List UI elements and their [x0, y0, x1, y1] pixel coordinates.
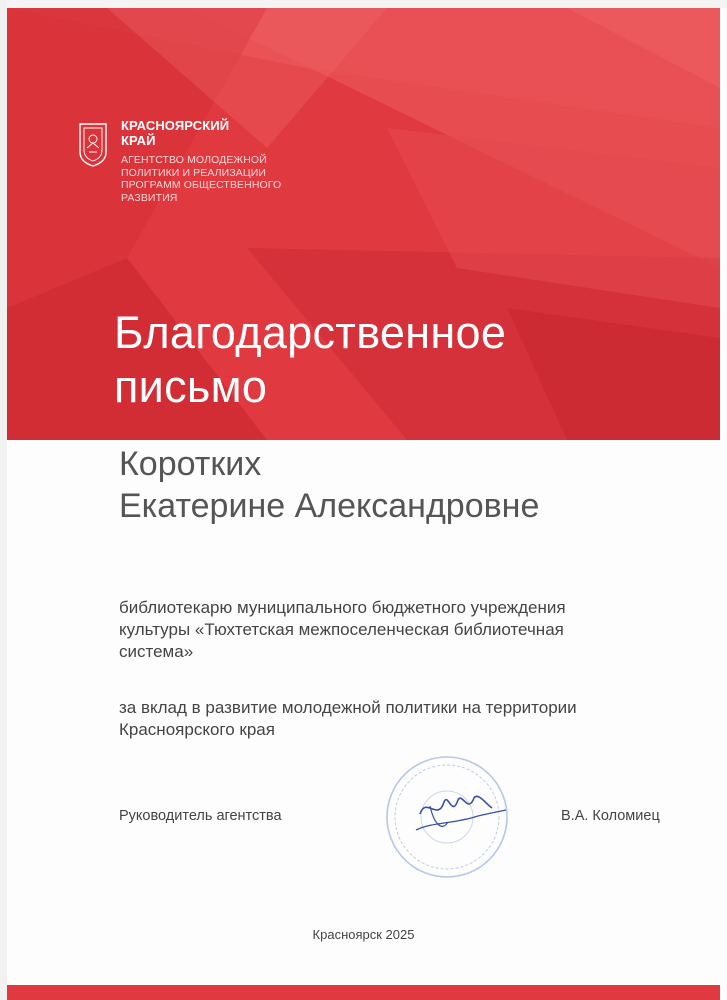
region-name-line-1: КРАСНОЯРСКИЙ	[121, 118, 230, 133]
position-line-3: система»	[119, 642, 194, 661]
scan-margin-top	[0, 0, 727, 8]
document-title-line-2: письмо	[114, 361, 268, 412]
recipient-name	[119, 443, 699, 527]
position-line-1: библиотекарю муниципального бюджетного учреждения	[119, 598, 566, 617]
signatory-role: Руководитель агентства	[119, 808, 282, 824]
reason-line-1: за вклад в развитие молодежной политики на территории	[119, 698, 577, 717]
document-title	[114, 306, 674, 414]
recipient-given-names: Екатерине Александровне	[119, 487, 540, 525]
red-footer-band	[7, 985, 720, 1000]
position-line-2: культуры «Тюхтетская межпоселенческая библиотечная	[119, 620, 564, 639]
scan-margin-left	[0, 0, 7, 1000]
recipient-position	[119, 597, 659, 663]
region-name	[121, 118, 321, 148]
official-seal-icon	[382, 752, 512, 882]
coat-of-arms-icon	[78, 122, 108, 168]
signatory-name: В.А. Коломиец	[561, 808, 660, 824]
region-name-line-2: КРАЙ	[121, 133, 156, 148]
document-title-line-1: Благодарственное	[114, 307, 507, 358]
reason-line-2: Красноярского края	[119, 720, 275, 739]
agency-name-line-1: АГЕНТСТВО МОЛОДЕЖНОЙ	[121, 154, 267, 166]
agency-name-line-4: РАЗВИТИЯ	[121, 191, 178, 204]
award-reason	[119, 697, 659, 741]
recipient-surname: Коротких	[119, 445, 262, 483]
agency-name-line-2: ПОЛИТИКИ И РЕАЛИЗАЦИИ	[121, 166, 267, 179]
agency-name	[121, 154, 301, 204]
place-and-year: Красноярск 2025	[312, 927, 415, 942]
agency-name-line-3: ПРОГРАММ ОБЩЕСТВЕННОГО	[121, 179, 282, 191]
